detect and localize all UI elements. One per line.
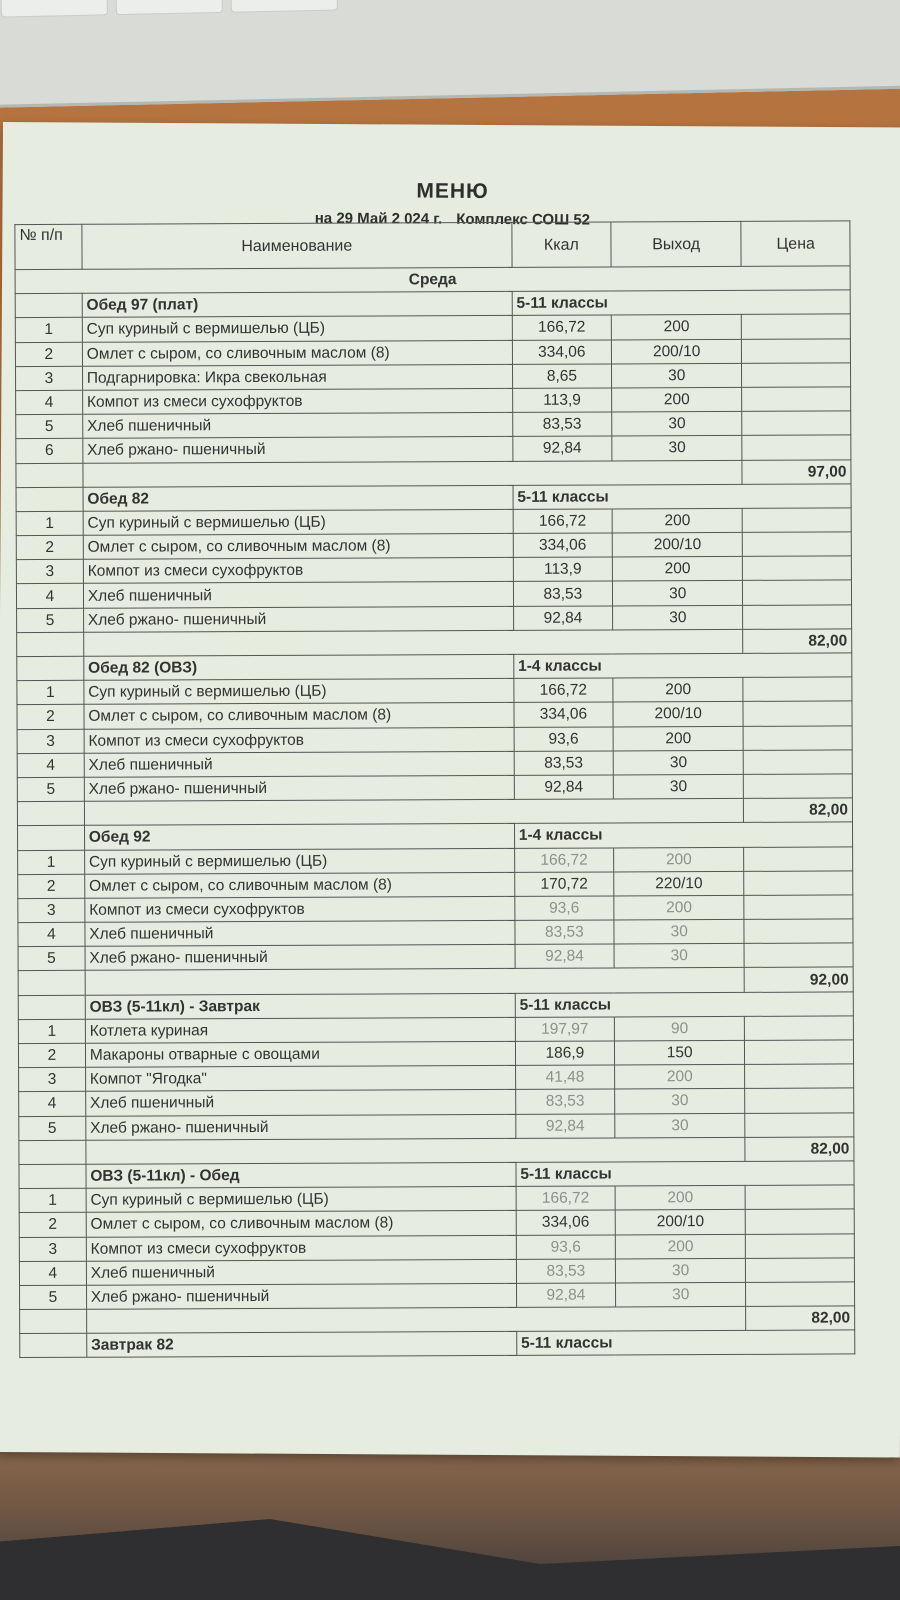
item-number: 1 (18, 850, 85, 874)
section-num-cell (15, 293, 82, 317)
section-title: Завтрак 82 (87, 1332, 517, 1358)
table-row (19, 1209, 854, 1237)
keyboard-key (0, 0, 108, 18)
table-row (17, 677, 852, 705)
item-name: Суп куриный с вермишелью (ЦБ) (83, 509, 513, 535)
item-name: Хлеб ржано- пшеничный (84, 775, 514, 801)
section-classes: 1-4 классы (514, 653, 852, 679)
item-name: Хлеб пшеничный (83, 582, 513, 608)
total-num-cell (18, 971, 85, 995)
table-row (18, 846, 853, 874)
item-yield: 200 (611, 315, 742, 340)
item-yield: 200 (615, 1065, 746, 1090)
item-yield: 150 (614, 1040, 745, 1065)
item-number: 3 (16, 560, 83, 584)
item-price (743, 580, 852, 605)
item-price (743, 701, 852, 726)
item-kcal: 83,53 (513, 581, 612, 606)
item-yield: 200/10 (612, 532, 743, 557)
item-name: Хлеб пшеничный (85, 1090, 515, 1116)
section-header-row (20, 1330, 855, 1358)
item-price (742, 387, 851, 412)
item-number: 3 (19, 1067, 86, 1091)
table-row (16, 411, 851, 439)
table-row (16, 508, 851, 536)
section-title: Обед 82 (ОВЗ) (84, 654, 514, 680)
item-price (745, 1088, 854, 1113)
item-name: Компот из смеси сухофруктов (84, 727, 514, 753)
item-kcal: 83,53 (514, 751, 613, 776)
item-name: Суп куриный с вермишелью (ЦБ) (84, 848, 514, 874)
item-kcal: 93,6 (516, 1234, 615, 1259)
item-name: Суп куриный с вермишелью (ЦБ) (84, 679, 514, 705)
item-yield: 200/10 (615, 1210, 746, 1235)
item-kcal: 334,06 (514, 702, 613, 727)
section-classes: 5-11 классы (517, 1330, 855, 1356)
item-price (745, 1064, 854, 1089)
item-number: 1 (19, 1188, 86, 1212)
item-name: Компот из смеси сухофруктов (82, 388, 512, 414)
item-number: 5 (16, 414, 83, 438)
section-total-row (16, 459, 851, 487)
section-title: Обед 92 (84, 824, 514, 850)
item-kcal: 93,6 (515, 896, 614, 921)
keyboard-key (115, 0, 223, 15)
table-row (18, 943, 853, 971)
item-price (744, 943, 853, 968)
table-row (16, 435, 851, 463)
item-kcal: 166,72 (513, 509, 612, 534)
item-number: 1 (16, 511, 83, 535)
item-yield: 30 (613, 605, 744, 630)
total-label-cell (85, 968, 745, 995)
item-number: 3 (19, 1237, 86, 1261)
section-price: 82,00 (745, 1137, 854, 1162)
item-number: 4 (19, 1092, 86, 1116)
item-kcal: 92,84 (513, 436, 612, 461)
section-classes: 1-4 классы (514, 822, 852, 848)
section-num-cell (16, 487, 83, 511)
section-total-row (17, 629, 852, 657)
item-yield: 90 (614, 1016, 745, 1041)
item-kcal: 166,72 (512, 315, 611, 340)
item-name: Суп куриный с вермишелью (ЦБ) (86, 1187, 516, 1213)
item-price (744, 725, 853, 750)
item-price (742, 411, 851, 436)
item-number: 5 (20, 1285, 87, 1309)
section-header-row (15, 290, 850, 318)
item-name: Компот из смеси сухофруктов (83, 558, 513, 584)
table-row (18, 1016, 853, 1044)
total-label-cell (84, 799, 744, 826)
item-price (743, 508, 852, 533)
item-price (744, 895, 853, 920)
table-row (16, 532, 851, 560)
item-name: Хлеб ржано- пшеничный (86, 1283, 516, 1309)
item-yield: 30 (615, 1258, 746, 1283)
table-row (18, 919, 853, 947)
item-kcal: 166,72 (514, 678, 613, 703)
item-yield: 30 (614, 919, 745, 944)
item-yield: 30 (614, 944, 745, 969)
item-number: 2 (15, 342, 82, 366)
table-row (15, 314, 850, 342)
total-label-cell (83, 460, 743, 487)
item-name: Хлеб ржано- пшеничный (85, 945, 515, 971)
table-row (19, 1064, 854, 1092)
item-yield: 200 (614, 895, 745, 920)
table-row (19, 1185, 854, 1213)
item-name: Хлеб ржано- пшеничный (83, 437, 513, 463)
item-kcal: 92,84 (516, 1283, 615, 1308)
table-row (17, 605, 852, 633)
item-yield: 30 (615, 1282, 746, 1307)
total-label-cell (86, 1306, 746, 1333)
section-header-row (16, 484, 851, 512)
item-price (745, 1040, 854, 1065)
item-name: Омлет с сыром, со сливочным маслом (8) (83, 533, 513, 559)
table-row (17, 701, 852, 729)
item-yield: 200 (612, 557, 743, 582)
total-label-cell (86, 1137, 746, 1164)
item-number: 2 (18, 874, 85, 898)
item-kcal: 92,84 (516, 1114, 615, 1139)
header-price: Цена (741, 221, 850, 266)
item-name: Хлеб пшеничный (84, 751, 514, 777)
section-num-cell (18, 995, 85, 1019)
section-num-cell (20, 1334, 87, 1358)
item-number: 4 (16, 584, 83, 608)
item-kcal: 8,65 (512, 364, 611, 389)
item-yield: 200 (613, 726, 744, 751)
total-num-cell (16, 463, 83, 487)
item-number: 1 (17, 680, 84, 704)
item-price (743, 677, 852, 702)
section-price: 82,00 (746, 1306, 855, 1331)
item-kcal: 83,53 (516, 1259, 615, 1284)
item-kcal: 113,9 (512, 388, 611, 413)
section-header-row (18, 822, 853, 850)
item-kcal: 334,06 (513, 533, 612, 558)
item-yield: 200 (612, 508, 743, 533)
item-yield: 200/10 (613, 702, 744, 727)
item-kcal: 166,72 (514, 847, 613, 872)
header-name: Наименование (82, 222, 512, 269)
section-title: ОВЗ (5-11кл) - Обед (86, 1162, 516, 1188)
section-total-row (19, 1137, 854, 1165)
item-number: 4 (17, 753, 84, 777)
item-number: 2 (19, 1213, 86, 1237)
item-yield: 30 (611, 363, 742, 388)
item-yield: 200 (612, 387, 743, 412)
item-price (746, 1258, 855, 1283)
item-yield: 200/10 (611, 339, 742, 364)
section-price: 82,00 (743, 629, 852, 654)
total-num-cell (17, 801, 84, 825)
header-yield: Выход (611, 221, 742, 267)
item-name: Котлета куриная (85, 1017, 515, 1043)
table-row (17, 750, 852, 778)
item-name: Омлет с сыром, со сливочным маслом (8) (85, 872, 515, 898)
item-kcal: 334,06 (516, 1210, 615, 1235)
item-kcal: 83,53 (513, 412, 612, 437)
item-yield: 30 (612, 581, 743, 606)
table-row (20, 1282, 855, 1310)
item-name: Компот из смеси сухофруктов (85, 896, 515, 922)
item-name: Хлеб пшеничный (85, 920, 515, 946)
table-row (18, 895, 853, 923)
item-price (744, 774, 853, 799)
section-title: Обед 82 (83, 485, 513, 511)
table-row (19, 1112, 854, 1140)
day-row (15, 266, 850, 294)
table-row (19, 1233, 854, 1261)
item-name: Компот из смеси сухофруктов (86, 1235, 516, 1261)
item-kcal: 186,9 (515, 1041, 614, 1066)
item-price (742, 435, 851, 460)
section-num-cell (17, 656, 84, 680)
item-yield: 30 (615, 1113, 746, 1138)
item-yield: 200 (615, 1234, 746, 1259)
item-number: 1 (18, 1019, 85, 1043)
section-num-cell (19, 1164, 86, 1188)
item-price (746, 1185, 855, 1210)
item-name: Макароны отварные с овощами (85, 1041, 515, 1067)
table-row (16, 387, 851, 415)
item-kcal: 41,48 (515, 1065, 614, 1090)
item-number: 1 (15, 318, 82, 342)
item-price (742, 314, 851, 339)
item-kcal: 113,9 (513, 557, 612, 582)
table-header-row (15, 221, 850, 270)
item-kcal: 92,84 (515, 944, 614, 969)
section-total-row (18, 967, 853, 995)
item-price (742, 338, 851, 363)
item-price (745, 1016, 854, 1041)
keyboard-background (0, 0, 900, 108)
item-number: 4 (18, 922, 85, 946)
item-number: 3 (17, 729, 84, 753)
table-row (15, 338, 850, 366)
item-kcal: 334,06 (512, 340, 611, 365)
table-row (16, 580, 851, 608)
section-price: 97,00 (742, 459, 851, 484)
section-num-cell (18, 826, 85, 850)
item-kcal: 92,84 (513, 606, 612, 631)
table-row (18, 871, 853, 899)
item-number: 2 (17, 705, 84, 729)
total-num-cell (20, 1309, 87, 1333)
section-title: Обед 97 (плат) (82, 292, 512, 318)
item-kcal: 83,53 (515, 1089, 614, 1114)
table-row (17, 774, 852, 802)
item-name: Омлет с сыром, со сливочным маслом (8) (84, 703, 514, 729)
table-row (19, 1088, 854, 1116)
item-number: 5 (17, 777, 84, 801)
item-yield: 30 (612, 436, 743, 461)
item-number: 4 (16, 390, 83, 414)
total-num-cell (19, 1140, 86, 1164)
item-number: 4 (19, 1261, 86, 1285)
item-number: 5 (18, 947, 85, 971)
table-row (16, 556, 851, 584)
section-classes: 5-11 классы (512, 290, 850, 316)
item-kcal: 197,97 (515, 1017, 614, 1042)
section-header-row (18, 992, 853, 1020)
item-name: Подгарнировка: Икра свекольная (82, 364, 512, 390)
section-classes: 5-11 классы (513, 484, 851, 510)
item-kcal: 93,6 (514, 727, 613, 752)
document-title: МЕНЮ (416, 179, 489, 203)
item-name: Омлет с сыром, со сливочным маслом (8) (82, 340, 512, 366)
item-yield: 30 (613, 750, 744, 775)
item-kcal: 83,53 (515, 920, 614, 945)
item-price (743, 605, 852, 630)
section-header-row (17, 653, 852, 681)
item-name: Омлет с сыром, со сливочным маслом (8) (86, 1211, 516, 1237)
item-price (746, 1209, 855, 1234)
item-number: 3 (15, 366, 82, 390)
item-yield: 30 (615, 1089, 746, 1114)
header-kcal: Ккал (512, 222, 611, 267)
header-num: № п/п (15, 224, 82, 269)
table-row (15, 363, 850, 391)
keyboard-key (230, 0, 338, 13)
item-name: Хлеб пшеничный (86, 1259, 516, 1285)
item-price (746, 1233, 855, 1258)
menu-sheet (0, 122, 900, 1458)
table-row (17, 725, 852, 753)
item-kcal: 166,72 (516, 1186, 615, 1211)
item-yield: 200 (614, 847, 745, 872)
total-num-cell (17, 632, 84, 656)
item-price (743, 532, 852, 557)
section-price: 82,00 (744, 798, 853, 823)
item-price (742, 363, 851, 388)
table-row (19, 1258, 854, 1286)
item-number: 5 (19, 1116, 86, 1140)
item-name: Хлеб ржано- пшеничный (83, 606, 513, 632)
item-number: 6 (16, 439, 83, 463)
menu-school: Комплекс СОШ 52 (456, 210, 591, 229)
section-total-row (17, 798, 852, 826)
item-number: 5 (17, 608, 84, 632)
item-yield: 30 (613, 774, 744, 799)
item-number: 2 (18, 1043, 85, 1067)
section-classes: 5-11 классы (515, 992, 853, 1018)
item-yield: 200 (615, 1186, 746, 1211)
section-total-row (20, 1306, 855, 1334)
item-price (745, 1112, 854, 1137)
menu-table (14, 220, 855, 1358)
item-price (744, 750, 853, 775)
section-title: ОВЗ (5-11кл) - Завтрак (85, 993, 515, 1019)
item-number: 2 (16, 535, 83, 559)
item-price (744, 846, 853, 871)
item-yield: 200 (613, 678, 744, 703)
total-label-cell (83, 629, 743, 656)
item-price (744, 871, 853, 896)
item-yield: 220/10 (614, 871, 745, 896)
item-name: Хлеб ржано- пшеничный (86, 1114, 516, 1140)
table-row (18, 1040, 853, 1068)
item-number: 3 (18, 898, 85, 922)
section-price: 92,00 (745, 967, 854, 992)
item-price (746, 1282, 855, 1307)
item-name: Хлеб пшеничный (83, 413, 513, 439)
item-kcal: 170,72 (515, 872, 614, 897)
section-classes: 5-11 классы (516, 1161, 854, 1187)
day-label: Среда (15, 266, 850, 294)
item-name: Суп куриный с вермишелью (ЦБ) (82, 316, 512, 342)
item-price (744, 919, 853, 944)
section-header-row (19, 1161, 854, 1189)
item-price (743, 556, 852, 581)
menu-date: на 29 Май 2 024 г. (314, 209, 443, 228)
item-yield: 30 (612, 412, 743, 437)
item-name: Компот "Ягодка" (85, 1066, 515, 1092)
item-kcal: 92,84 (514, 775, 613, 800)
